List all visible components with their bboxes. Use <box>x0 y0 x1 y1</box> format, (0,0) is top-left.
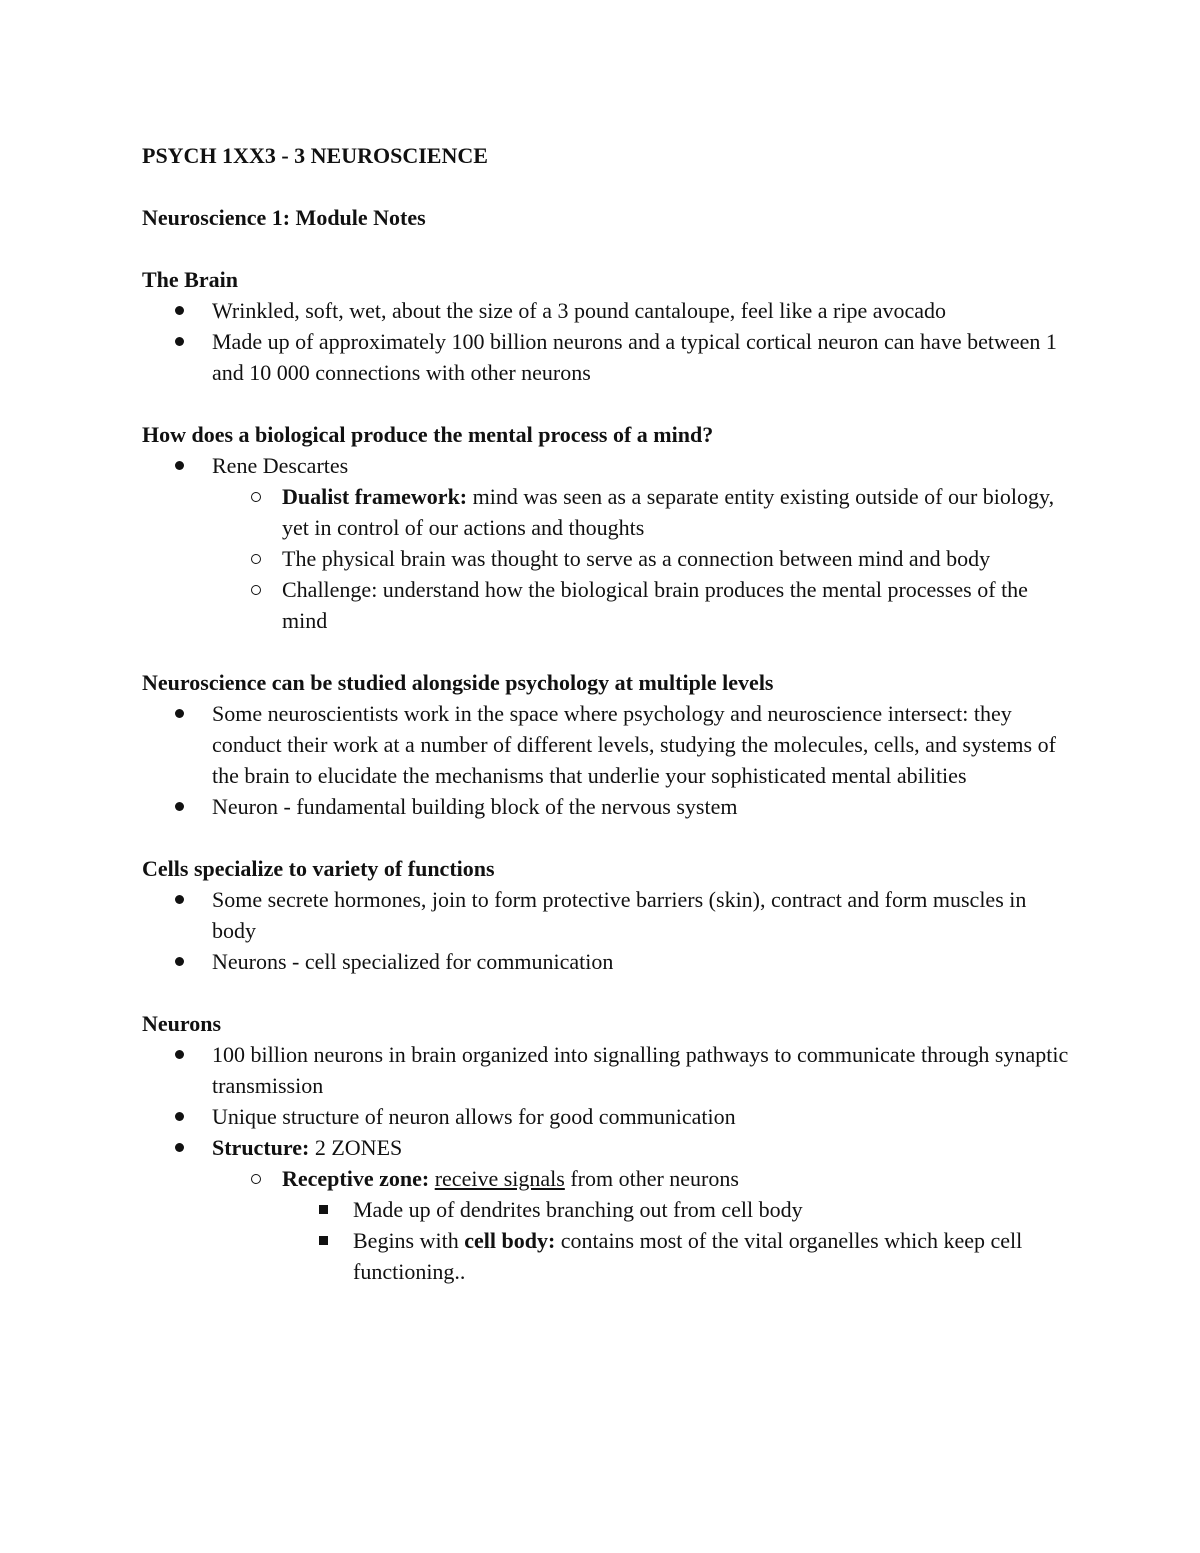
neurons-list <box>142 1039 1072 1287</box>
document-title: PSYCH 1XX3 - 3 NEUROSCIENCE <box>142 143 488 168</box>
sub-list-item: Dualist framework: mind was seen as a separate entity existing outside of our biology, yet in control of our actions and thoughts <box>142 481 1072 543</box>
bullet-icon <box>175 802 184 811</box>
section-heading-mind: How does a biological produce the mental process of a mind? <box>142 422 714 447</box>
sub-sub-list-item: Begins with cell body: contains most of the vital organelles which keep cell functioning.. <box>142 1225 1072 1287</box>
bullet-icon <box>175 709 184 718</box>
document-subtitle: Neuroscience 1: Module Notes <box>142 205 426 230</box>
list-item: Some neuroscientists work in the space where psychology and neuroscience intersect: they conduct their work at a number of different levels, studying the molecules, cells, and systems of the brain to elucidate the mechanisms that underlie your sophisticated mental abilities <box>142 698 1072 791</box>
bullet-icon <box>175 1050 184 1059</box>
list-item: Made up of approximately 100 billion neurons and a typical cortical neuron can have between 1 and 10 000 connections with other neurons <box>142 326 1072 388</box>
list-item: Neuron - fundamental building block of the nervous system <box>142 791 1072 822</box>
list-item: 100 billion neurons in brain organized into signalling pathways to communicate through synaptic transmission <box>142 1039 1072 1101</box>
levels-list <box>142 698 1072 822</box>
mind-list <box>142 450 1072 636</box>
square-bullet-icon <box>319 1205 328 1214</box>
bullet-icon <box>175 957 184 966</box>
brain-list <box>142 295 1072 388</box>
hollow-bullet-icon <box>251 1174 261 1184</box>
sub-list-item: Receptive zone: receive signals from other neurons <box>142 1163 1072 1194</box>
hollow-bullet-icon <box>251 585 261 595</box>
bullet-icon <box>175 895 184 904</box>
bullet-icon <box>175 337 184 346</box>
list-item: Neurons - cell specialized for communication <box>142 946 1072 977</box>
square-bullet-icon <box>319 1236 328 1245</box>
bullet-icon <box>175 1143 184 1152</box>
document-page <box>142 140 1072 1287</box>
section-heading-brain: The Brain <box>142 267 238 292</box>
section-heading-cells: Cells specialize to variety of functions <box>142 856 495 881</box>
list-item: Structure: 2 ZONES <box>142 1132 1072 1163</box>
section-heading-neurons: Neurons <box>142 1011 222 1036</box>
list-item: Unique structure of neuron allows for good communication <box>142 1101 1072 1132</box>
cells-list <box>142 884 1072 977</box>
sub-list-item: Challenge: understand how the biological brain produces the mental processes of the mind <box>142 574 1072 636</box>
sub-sub-list-item: Made up of dendrites branching out from cell body <box>142 1194 1072 1225</box>
bullet-icon <box>175 1112 184 1121</box>
hollow-bullet-icon <box>251 554 261 564</box>
hollow-bullet-icon <box>251 492 261 502</box>
list-item: Wrinkled, soft, wet, about the size of a 3 pound cantaloupe, feel like a ripe avocado <box>142 295 1072 326</box>
sub-list-item: The physical brain was thought to serve as a connection between mind and body <box>142 543 1072 574</box>
bullet-icon <box>175 461 184 470</box>
list-item: Some secrete hormones, join to form protective barriers (skin), contract and form muscles in body <box>142 884 1072 946</box>
bullet-icon <box>175 306 184 315</box>
section-heading-levels: Neuroscience can be studied alongside psychology at multiple levels <box>142 670 774 695</box>
list-item: Rene Descartes <box>142 450 1072 481</box>
